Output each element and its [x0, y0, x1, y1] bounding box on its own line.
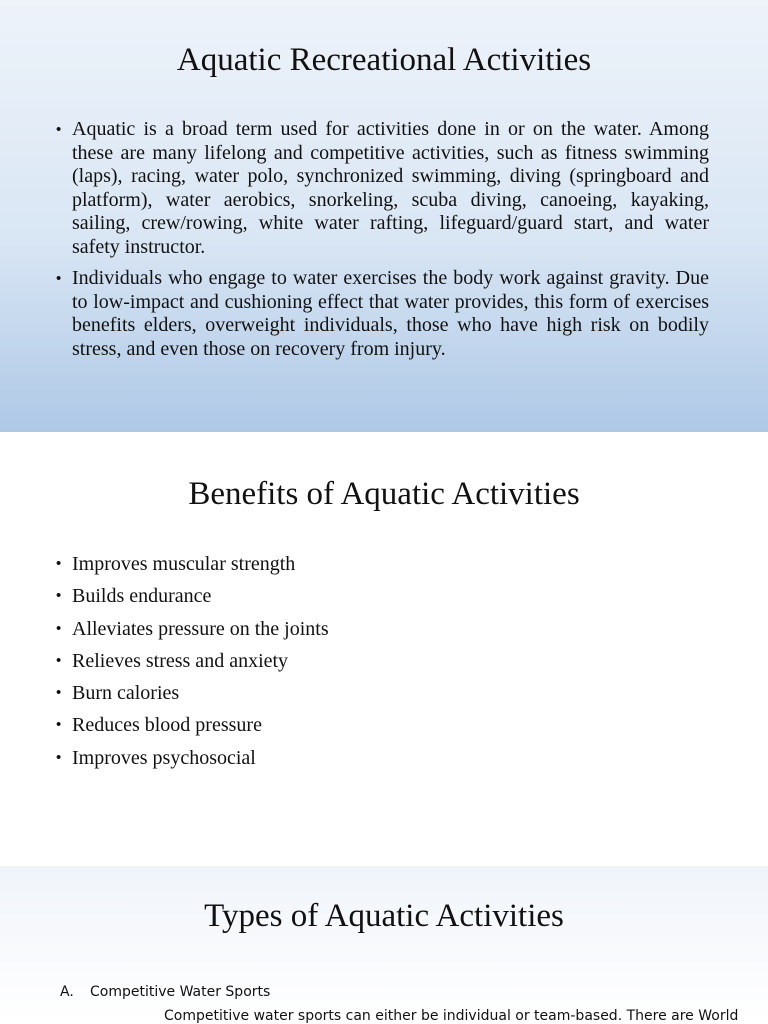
- item-label: Competitive Water Sports: [90, 984, 271, 1000]
- bullet-item: • Aquatic is a broad term used for activities done in or on the water. Among these are many lifelong and competitive activities, such as fitness swimming (laps), racing, water polo, synchronized swimming, diving (springboard and platform), water aerobics, snorkeling, scuba diving, canoeing, kayaking, sailing, crew/rowing, white water rafting, lifeguard/guard start, and water safety instructor.: [56, 118, 709, 259]
- bullet-item: • Relieves stress and anxiety: [56, 645, 656, 677]
- item-paragraph: Competitive water sports can either be individual or team-based. There are World: [164, 1008, 739, 1024]
- slide-aquatic-recreational-activities: [0, 0, 768, 432]
- bullet-item: • Builds endurance: [56, 580, 656, 612]
- bullet-item: • Improves muscular strength: [56, 548, 656, 580]
- bullet-item: • Alleviates pressure on the joints: [56, 613, 656, 645]
- slide-benefits-of-aquatic-activities: [0, 432, 768, 866]
- slide-title: Benefits of Aquatic Activities: [188, 476, 580, 512]
- slide-types-of-aquatic-activities: [0, 866, 768, 1024]
- bullet-item: • Improves psychosocial: [56, 742, 656, 774]
- bullet-item: • Burn calories: [56, 677, 656, 709]
- bullet-list: [56, 548, 656, 774]
- item-marker: A.: [60, 984, 74, 1000]
- bullet-list: [56, 118, 709, 369]
- slide-title: Types of Aquatic Activities: [204, 898, 564, 934]
- bullet-item: • Individuals who engage to water exercises the body work against gravity. Due to low-impact and cushioning effect that water provides, this form of exercises benefits elders, overweight individuals, those who have high risk on bodily stress, and even those on recovery from injury.: [56, 267, 709, 361]
- numbered-item: [60, 984, 270, 1000]
- bullet-item: • Reduces blood pressure: [56, 709, 656, 741]
- slide-title: Aquatic Recreational Activities: [176, 42, 592, 78]
